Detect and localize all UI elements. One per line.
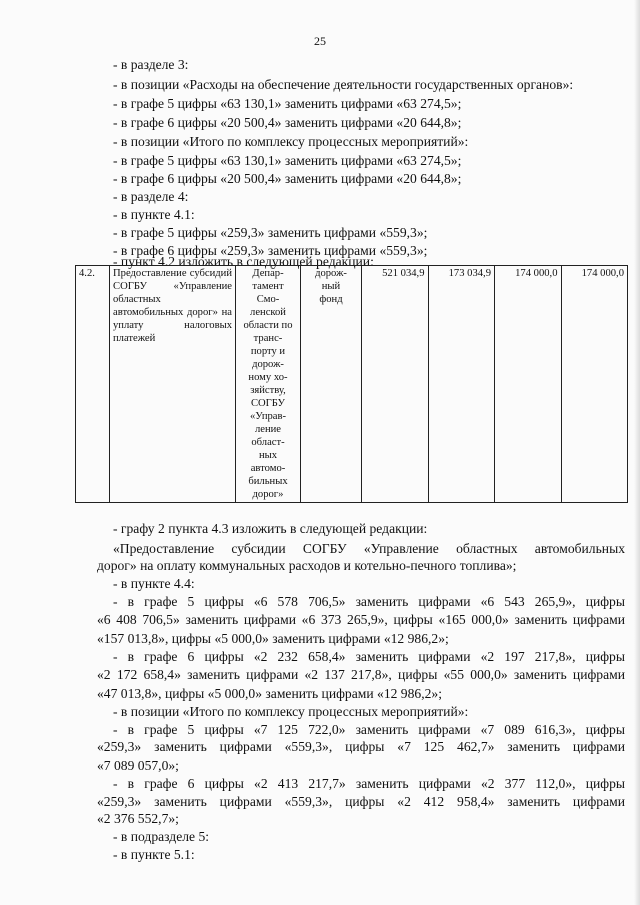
cell-line: ный	[321, 281, 341, 292]
cell-line: дорож-	[315, 268, 347, 279]
cell-line: ному хо-	[248, 372, 288, 383]
cell-line: автомо-	[250, 463, 286, 474]
cell-line: фонд	[319, 294, 343, 305]
scan-edge	[634, 0, 640, 905]
page-number: 25	[314, 34, 326, 48]
text-line: - в графе 5 цифры «259,3» заменить цифрами «559,3»;	[113, 225, 428, 240]
cell-line: ление	[254, 424, 282, 435]
text-line: - в разделе 4:	[113, 189, 189, 204]
text-line: - в графе 6 цифры «2 413 217,7» заменить цифрами «2 377 112,0», цифры	[113, 776, 625, 791]
cell-line: тамент	[252, 281, 284, 292]
text-line: - в графе 6 цифры «20 500,4» заменить цифрами «20 644,8»;	[113, 115, 462, 130]
cell-line: порту и	[250, 346, 286, 357]
cell-year-2: 174 000,0	[495, 266, 562, 503]
cell-line: Депар-	[252, 268, 284, 279]
cell-line: СОГБУ	[250, 398, 286, 409]
text-line: - пункт 4.2 изложить в следующей редакции:	[113, 254, 374, 269]
cell-name: Предоставление субсидий СОГБУ «Управление областных автомобильных дорог» на уплату налоговых платежей	[110, 266, 236, 503]
text-line: - в разделе 3:	[113, 57, 189, 72]
text-line: дорог» на оплату коммунальных расходов и котельно-печного топлива»;	[97, 558, 517, 573]
text-line: - в графе 6 цифры «20 500,4» заменить цифрами «20 644,8»;	[113, 171, 462, 186]
cell-line: Смо-	[256, 294, 280, 305]
text-line: «157 013,8», цифры «5 000,0» заменить цифрами «12 986,2»;	[97, 631, 449, 646]
text-line: - в графе 6 цифры «259,3» заменить цифрами «559,3»;	[113, 243, 428, 258]
cell-source	[301, 266, 362, 503]
text-line: «2 172 658,4» заменить цифрами «2 137 217,8», цифры «55 000,0» заменить цифрами	[97, 667, 625, 682]
cell-executor	[236, 266, 301, 503]
text-line: - в графе 5 цифры «63 130,1» заменить цифрами «63 274,5»;	[113, 96, 462, 111]
text-line: - графу 2 пункта 4.3 изложить в следующей редакции:	[113, 521, 428, 536]
text-line: - в графе 5 цифры «63 130,1» заменить цифрами «63 274,5»;	[113, 153, 462, 168]
cell-line: ленской	[250, 307, 286, 318]
text-line: «259,3» заменить цифрами «559,3», цифры «7 125 462,7» заменить цифрами	[97, 739, 625, 754]
table-row	[76, 266, 628, 503]
cell-year-3: 174 000,0	[561, 266, 628, 503]
text-line: «7 089 057,0»;	[97, 758, 179, 773]
text-line: - в пункте 5.1:	[113, 847, 195, 862]
text-line: - в подразделе 5:	[113, 829, 210, 844]
text-line: - в пункте 4.1:	[113, 207, 195, 222]
text-line: - в позиции «Итого по комплексу процессных мероприятий»:	[113, 704, 469, 719]
cell-line: «Управ-	[249, 411, 287, 422]
text-line: - в пункте 4.4:	[113, 576, 195, 591]
cell-line: дорож-	[252, 359, 284, 370]
text-line: «259,3» заменить цифрами «559,3», цифры «2 412 958,4» заменить цифрами	[97, 794, 625, 809]
cell-total: 521 034,9	[362, 266, 429, 503]
text-line: «6 408 706,5» заменить цифрами «6 373 265,9», цифры «165 000,0» заменить цифрами	[97, 612, 625, 627]
cell-number: 4.2.	[76, 266, 110, 503]
cell-line: област-	[251, 437, 285, 448]
text-line: «2 376 552,7»;	[97, 811, 179, 826]
cell-year-1: 173 034,9	[428, 266, 495, 503]
cell-line: области по	[243, 320, 293, 331]
text-line: - в графе 5 цифры «7 125 722,0» заменить цифрами «7 089 616,3», цифры	[113, 722, 625, 737]
cell-line: бильных	[248, 476, 288, 487]
cell-line: зяйству,	[250, 385, 286, 396]
cell-line: ных	[258, 450, 278, 461]
text-line: «47 013,8», цифры «5 000,0» заменить цифрами «12 986,2»;	[97, 686, 442, 701]
text-line: «Предоставление субсидии СОГБУ «Управление областных автомобильных	[113, 541, 625, 556]
text-line: - в графе 5 цифры «6 578 706,5» заменить цифрами «6 543 265,9», цифры	[113, 594, 625, 609]
text-line: - в позиции «Итого по комплексу процессных мероприятий»:	[113, 134, 469, 149]
text-line: - в графе 6 цифры «2 232 658,4» заменить цифрами «2 197 217,8», цифры	[113, 649, 625, 664]
program-table	[75, 265, 628, 503]
cell-line: транс-	[253, 333, 283, 344]
cell-line: дорог»	[252, 489, 284, 500]
text-line: - в позиции «Расходы на обеспечение деятельности государственных органов»:	[113, 77, 574, 92]
